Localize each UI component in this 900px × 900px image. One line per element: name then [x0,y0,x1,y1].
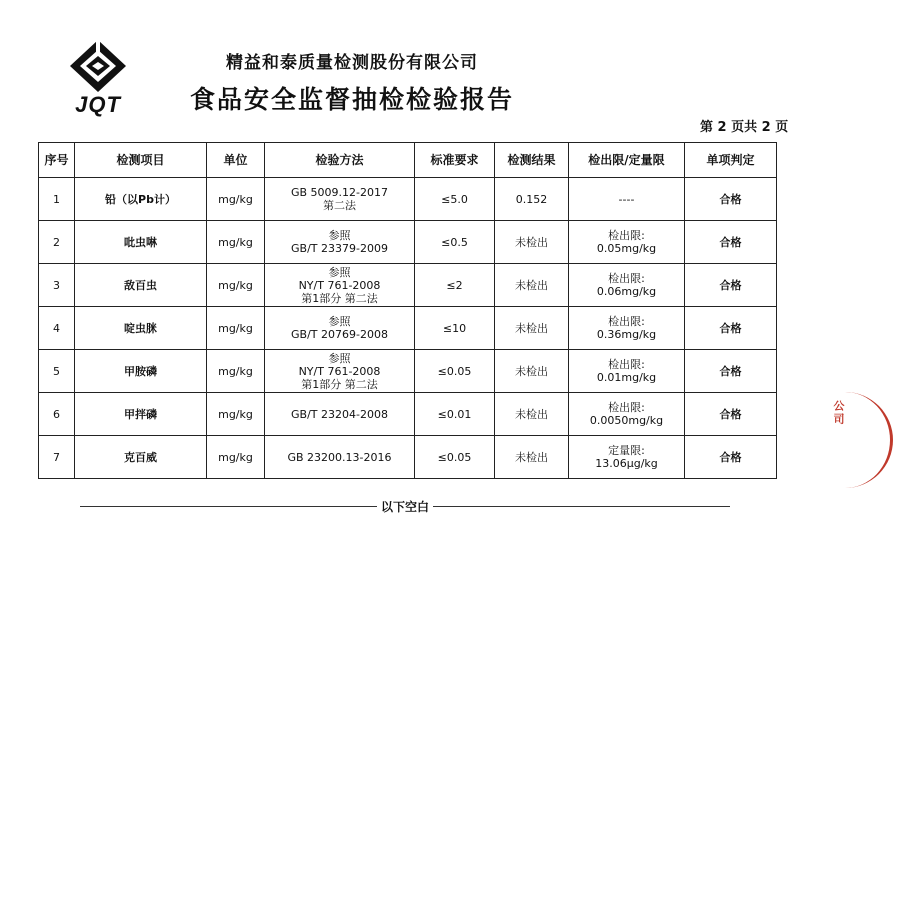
verdict: 合格 [685,350,777,393]
row-number: 2 [39,221,75,264]
limit-line: 0.06mg/kg [596,285,657,298]
detection-limit [569,393,685,436]
limit-line: 0.0050mg/kg [589,414,664,427]
limit-line: 0.01mg/kg [596,371,657,384]
method-line: 参照 [328,351,351,365]
row-number: 6 [39,393,75,436]
test-item: 啶虫脒 [75,307,207,350]
table-row [39,393,777,436]
divider [433,506,730,507]
standard-requirement: ≤0.05 [415,350,495,393]
verdict: 合格 [685,307,777,350]
jqt-diamond-icon [52,38,144,94]
test-result: 未检出 [495,350,569,393]
method-line: 参照 [328,265,351,279]
company-logo [52,38,144,117]
limit-line: 0.36mg/kg [596,328,657,341]
test-item: 吡虫啉 [75,221,207,264]
detection-limit [569,436,685,479]
logo-text: JQT [75,92,121,117]
verdict: 合格 [685,436,777,479]
detection-limit [569,178,685,221]
column-header: 单位 [207,143,265,178]
verdict: 合格 [685,393,777,436]
test-item: 克百威 [75,436,207,479]
limit-line: 检出限: [608,272,645,285]
blank-below-marker [80,498,730,514]
method-line: 第1部分 第二法 [301,377,378,391]
stamp-text: 公司 [832,400,845,426]
unit: mg/kg [207,307,265,350]
test-item: 铅（以Pb计） [75,178,207,221]
test-method [265,350,415,393]
limit-line: 检出限: [608,315,645,328]
detection-limit [569,264,685,307]
limit-line: 定量限: [608,444,645,457]
unit: mg/kg [207,264,265,307]
blank-below-text: 以下空白 [381,499,430,514]
method-line: GB/T 23204-2008 [291,407,388,421]
test-method [265,221,415,264]
table-row [39,221,777,264]
column-header: 序号 [39,143,75,178]
row-number: 1 [39,178,75,221]
test-method [265,436,415,479]
unit: mg/kg [207,393,265,436]
company-name: 精益和泰质量检测股份有限公司 [226,53,478,73]
standard-requirement: ≤2 [415,264,495,307]
standard-requirement: ≤10 [415,307,495,350]
detection-limit [569,221,685,264]
limit-line: 检出限: [608,358,645,371]
page-number: 第 2 页共 2 页 [700,120,789,135]
unit: mg/kg [207,221,265,264]
table-row [39,436,777,479]
method-line: GB 5009.12-2017 [290,186,389,199]
standard-requirement: ≤5.0 [415,178,495,221]
table-row [39,350,777,393]
test-method [265,264,415,307]
row-number: 7 [39,436,75,479]
test-item: 甲拌磷 [75,393,207,436]
column-header: 检出限/定量限 [569,143,685,178]
column-header: 检测结果 [495,143,569,178]
standard-requirement: ≤0.05 [415,436,495,479]
method-line: 第1部分 第二法 [301,291,378,305]
test-method [265,393,415,436]
row-number: 3 [39,264,75,307]
standard-requirement: ≤0.01 [415,393,495,436]
method-line: GB/T 23379-2009 [291,242,388,255]
test-result: 未检出 [495,393,569,436]
column-header: 单项判定 [685,143,777,178]
test-result: 未检出 [495,221,569,264]
divider [80,506,377,507]
method-line: GB 23200.13-2016 [287,450,392,464]
row-number: 4 [39,307,75,350]
verdict: 合格 [685,264,777,307]
test-result: 0.152 [495,178,569,221]
method-line: GB/T 20769-2008 [291,328,388,341]
method-line: 参照 [328,315,351,328]
unit: mg/kg [207,178,265,221]
detection-limit [569,350,685,393]
table-row [39,178,777,221]
column-header: 检验方法 [265,143,415,178]
method-line: 第二法 [323,199,356,212]
test-method [265,307,415,350]
limit-line: 0.05mg/kg [596,242,657,255]
method-line: NY/T 761-2008 [298,278,381,292]
detection-limit [569,307,685,350]
test-method [265,178,415,221]
limit-line: ---- [618,192,635,206]
table-row [39,307,777,350]
row-number: 5 [39,350,75,393]
test-item: 甲胺磷 [75,350,207,393]
report-title: 食品安全监督抽检检验报告 [190,85,515,114]
limit-line: 检出限: [608,229,645,242]
table-header-row [39,143,777,178]
test-result: 未检出 [495,264,569,307]
unit: mg/kg [207,436,265,479]
verdict: 合格 [685,178,777,221]
verdict: 合格 [685,221,777,264]
test-result: 未检出 [495,307,569,350]
method-line: 参照 [328,229,351,242]
column-header: 检测项目 [75,143,207,178]
test-item: 敌百虫 [75,264,207,307]
method-line: NY/T 761-2008 [298,364,381,378]
inspection-table [38,142,777,479]
column-header: 标准要求 [415,143,495,178]
standard-requirement: ≤0.5 [415,221,495,264]
limit-line: 13.06μg/kg [595,457,658,470]
limit-line: 检出限: [608,401,645,414]
test-result: 未检出 [495,436,569,479]
table-row [39,264,777,307]
unit: mg/kg [207,350,265,393]
